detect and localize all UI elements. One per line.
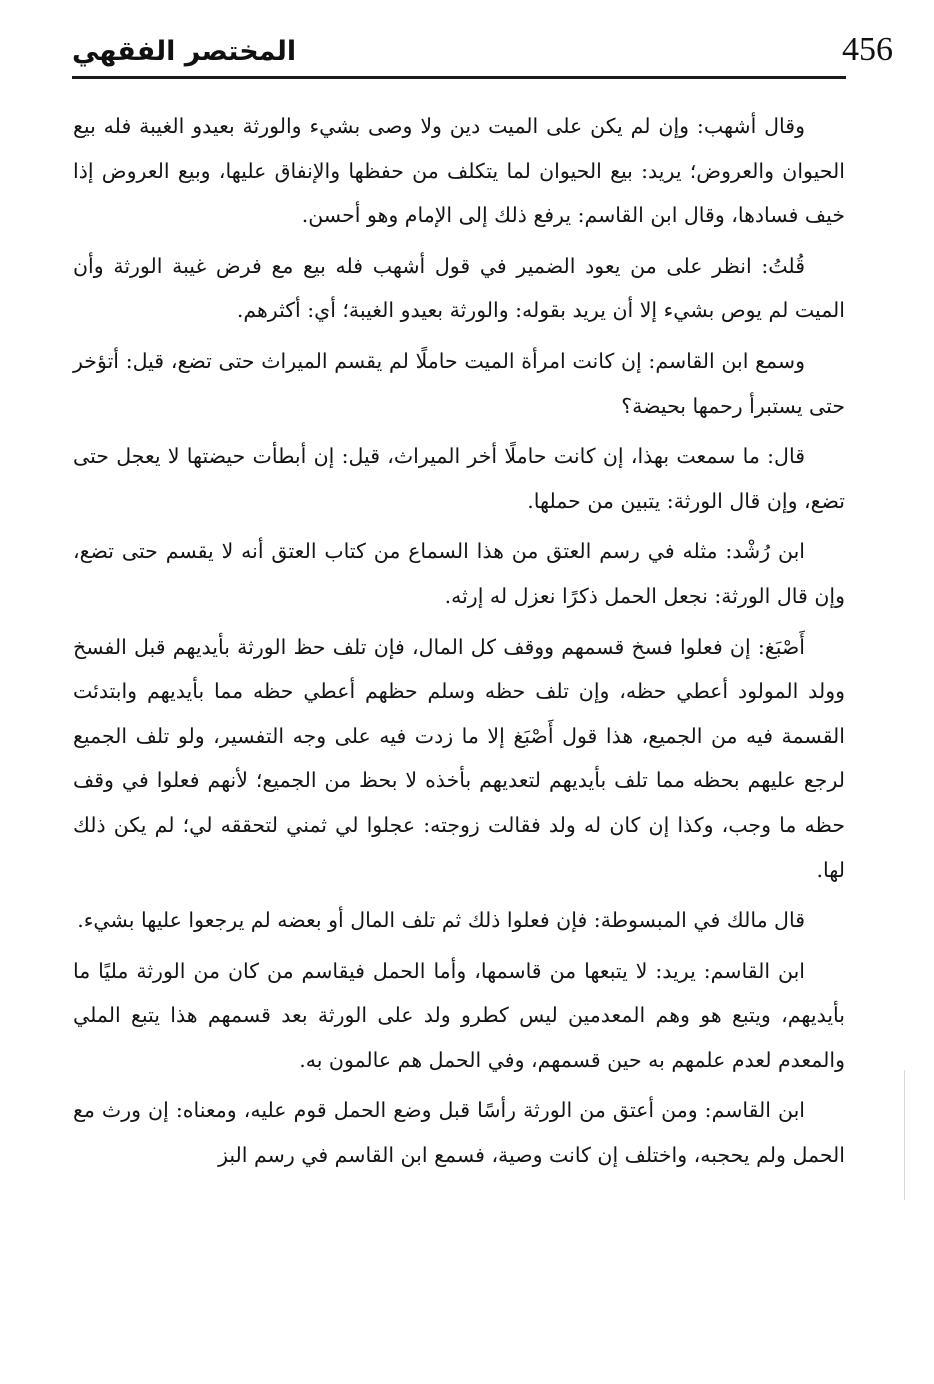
paragraph: ابن القاسم: ومن أعتق من الورثة رأسًا قبل وضع الحمل قوم عليه، ومعناه: إن ورث مع الحمل ولم يحجبه، واختلف إن كانت وصية، فسمع ابن القاسم في رسم البز [73, 1098, 845, 1168]
paragraph: أَصْبَغ: إن فعلوا فسخ قسمهم ووقف كل المال، فإن تلف حظ الورثة بأيديهم قبل الفسخ وولد المولود أعطي حظه، وإن تلف حظه وسلم حظهم أعطي حظه مما بأيديهم وابتدئت القسمة فيه من الجميع، هذا قول أَصْبَغ إلا ما زدت فيه على وجه التفسير، ولو تلف الجميع لرجع عليهم بحظه مما تلف بأيديهم لتعديهم بأخذه لا بحظ من الجميع؛ لأنهم فعلوا في وقف حظه ما وجب، وكذا إن كان له ولد فقالت زوجته: عجلوا لي ثمني لتحققه لي؛ لم يكن ذلك لها. [73, 634, 845, 882]
header-rule [72, 76, 846, 79]
book-title: المختصر الفقهي [72, 36, 297, 67]
paragraph: قال مالك في المبسوطة: فإن فعلوا ذلك ثم تلف المال أو بعضه لم يرجعوا عليها بشيء. [77, 908, 805, 933]
page-header [72, 28, 893, 80]
paragraph: ابن رُشْد: مثله في رسم العتق من هذا السماع من كتاب العتق أنه لا يقسم حتى تضع، وإن قال الورثة: نجعل الحمل ذكرًا نعزل له إرثه. [73, 539, 845, 608]
paragraph: وقال أشهب: وإن لم يكن على الميت دين ولا وصى بشيء والورثة بعيدو الغيبة فله بيع الحيوان والعروض؛ يريد: بيع الحيوان لما يتكلف من حفظها والإنفاق عليها، وبيع العروض إذا خيف فسادها، وقال ابن القاسم: يرفع ذلك إلى الإمام وهو أحسن. [73, 114, 845, 228]
page-number: 456 [842, 31, 893, 68]
paragraph: قال: ما سمعت بهذا، إن كانت حاملًا أخر الميراث، قيل: إن أبطأت حيضتها لا يعجل حتى تضع، وإن قال الورثة: يتبين من حملها. [73, 444, 845, 513]
page-body [73, 104, 845, 1184]
paragraph: قُلتُ: انظر على من يعود الضمير في قول أشهب فله بيع مع فرض غيبة الورثة وأن الميت لم يوص بشيء إلا أن يريد بقوله: والورثة بعيدو الغيبة؛ أي: أكثرهم. [73, 253, 845, 323]
paragraph: وسمع ابن القاسم: إن كانت امرأة الميت حاملًا لم يقسم الميراث حتى تضع، قيل: أتؤخر حتى يستبرأ رحمها بحيضة؟ [73, 348, 845, 418]
scan-margin-line [904, 1070, 905, 1200]
paragraph: ابن القاسم: يريد: لا يتبعها من قاسمها، وأما الحمل فيقاسم من كان من الورثة مليًا ما بأيديهم، ويتبع هو وهم المعدمين ليس كطرو ولد على الورثة بعد قسمهم هذا يتبع الملي والمعدم لعدم علمهم به حين قسمهم، وفي الحمل هم عالمون به. [73, 958, 845, 1072]
